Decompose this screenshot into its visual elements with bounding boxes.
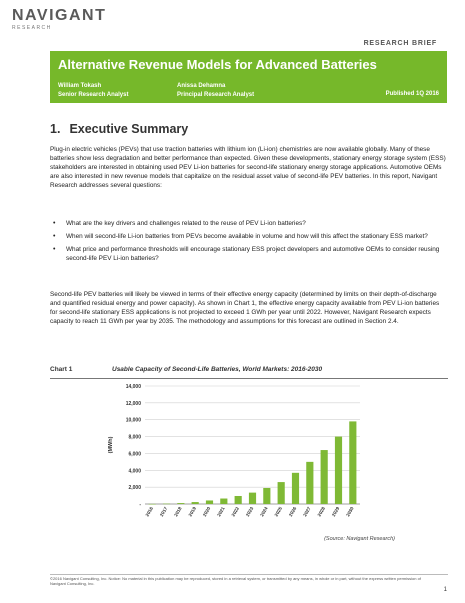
bullet-icon: • (53, 246, 56, 253)
capacity-bar-chart (50, 378, 448, 528)
logo-subtitle: RESEARCH (12, 25, 52, 31)
question-text: What are the key drivers and challenges related to the reuse of PEV Li-ion batteries? (66, 220, 306, 227)
data-bar (263, 488, 270, 504)
x-tick-label: 2016 (144, 506, 155, 518)
question-item (50, 245, 448, 263)
copyright-notice: ©2016 Navigant Consulting, Inc. Notice: No material in this publication may be reproduced, stored in a retrieval system, or transmitted by any means, in whole or in part, without the express written permission of Navigant Consulting, Inc. (50, 576, 421, 586)
question-list (50, 219, 448, 267)
x-tick-label: 2022 (230, 506, 241, 518)
published-date: Published 1Q 2016 (385, 91, 439, 97)
x-tick-label: 2019 (187, 506, 198, 518)
author-name: Anissa Dehamna (177, 83, 226, 89)
data-bar (235, 496, 242, 504)
data-bar (163, 504, 170, 505)
data-bar (149, 504, 156, 505)
x-tick-label: 2030 (345, 506, 355, 518)
y-tick-label: 2,000 (128, 485, 141, 492)
x-tick-label: 2024 (259, 506, 269, 518)
bullet-icon: • (53, 233, 56, 240)
question-item (50, 232, 448, 241)
logo-text: NAVIGANT (12, 7, 107, 24)
author-role: Principal Research Analyst (177, 92, 255, 98)
x-tick-label: 2026 (287, 506, 298, 518)
data-bar (177, 503, 184, 504)
question-text: When will second-life Li-ion batteries from PEVs become available in volume and how will this affect the stationary ESS market? (66, 233, 428, 240)
x-tick-label: 2029 (330, 506, 341, 518)
data-bar (206, 500, 213, 504)
chart-source: (Source: Navigant Research) (324, 536, 395, 542)
x-tick-label: 2017 (158, 506, 169, 518)
section-heading (50, 122, 188, 136)
x-tick-label: 2027 (302, 506, 312, 518)
data-bar (220, 499, 227, 504)
author-block (58, 82, 128, 100)
intro-paragraph: Plug-in electric vehicles (PEVs) that use traction batteries with lithium ion (Li-ion) chemistries are now available globally. Many of these batteries show less degradation and better performance than expected. Given these developments, stationary energy storage system (ESS) stakeholders are interested in obtaining used PEV Li-ion batteries for second-life stationary energy storage applications. Automotive OEMs are also interested in new revenue models that capitalize on the residual asset value of second-life PEV batteries. In this report, Navigant Research addresses several questions: (50, 146, 446, 189)
author-name: William Tokash (58, 83, 102, 89)
navigant-logo (12, 8, 106, 31)
forecast-paragraph: Second-life PEV batteries will likely be viewed in terms of their effective energy capacity (determined by limits on their depth-of-discharge and quantified residual energy and power capacity). As shown in Chart 1, the effective energy capacity available from PEV Li-ion batteries for second-life stationary ESS applications is not projected to exceed 1 GWh per year until 2022. However, Navigant Research expects capacity to reach 11 GWh per year by 2035. The methodology and assumptions for this forecast are outlined in Section 2.4. (50, 291, 440, 325)
data-bar (249, 493, 256, 504)
data-bar (292, 473, 299, 504)
section-number: 1. (50, 122, 61, 136)
y-tick-label: 8,000 (128, 434, 141, 441)
author-block (177, 82, 254, 100)
y-axis-label: (MWh) (108, 436, 114, 454)
question-text: What price and performance thresholds will encourage stationary ESS project developers and automotive OEMs to consider reusing second-life PEV Li-ion batteries? (66, 246, 440, 262)
data-bar (306, 462, 313, 504)
data-bar (321, 450, 328, 504)
data-bar (192, 502, 199, 504)
page-number: 1 (443, 587, 447, 593)
document-type-label: RESEARCH BRIEF (363, 40, 437, 47)
x-tick-label: 2021 (216, 506, 226, 518)
logo-wordmark (12, 8, 106, 24)
title-banner (50, 51, 447, 103)
report-title: Alternative Revenue Models for Advanced Batteries (58, 57, 377, 72)
author-role: Senior Research Analyst (58, 92, 129, 98)
y-tick-label: 4,000 (128, 468, 141, 475)
section-title: Executive Summary (69, 122, 189, 136)
x-tick-label: 2025 (273, 506, 284, 518)
y-tick-label: 14,000 (125, 384, 141, 390)
y-tick-label: 6,000 (128, 451, 141, 458)
y-tick-label: - (139, 502, 141, 508)
data-bar (335, 437, 342, 504)
y-tick-label: 10,000 (125, 417, 141, 424)
data-bar (349, 421, 356, 504)
y-tick-label: 12,000 (125, 400, 141, 407)
x-tick-label: 2018 (173, 506, 183, 518)
x-tick-label: 2028 (316, 506, 327, 518)
question-item (50, 219, 448, 228)
data-bar (278, 482, 285, 504)
chart-label: Chart 1 (50, 366, 73, 373)
chart-title: Usable Capacity of Second-Life Batteries, World Markets: 2016-2030 (112, 366, 323, 373)
footer-divider (50, 574, 448, 575)
x-tick-label: 2023 (244, 506, 255, 518)
x-tick-label: 2020 (201, 506, 212, 518)
bullet-icon: • (53, 220, 56, 227)
